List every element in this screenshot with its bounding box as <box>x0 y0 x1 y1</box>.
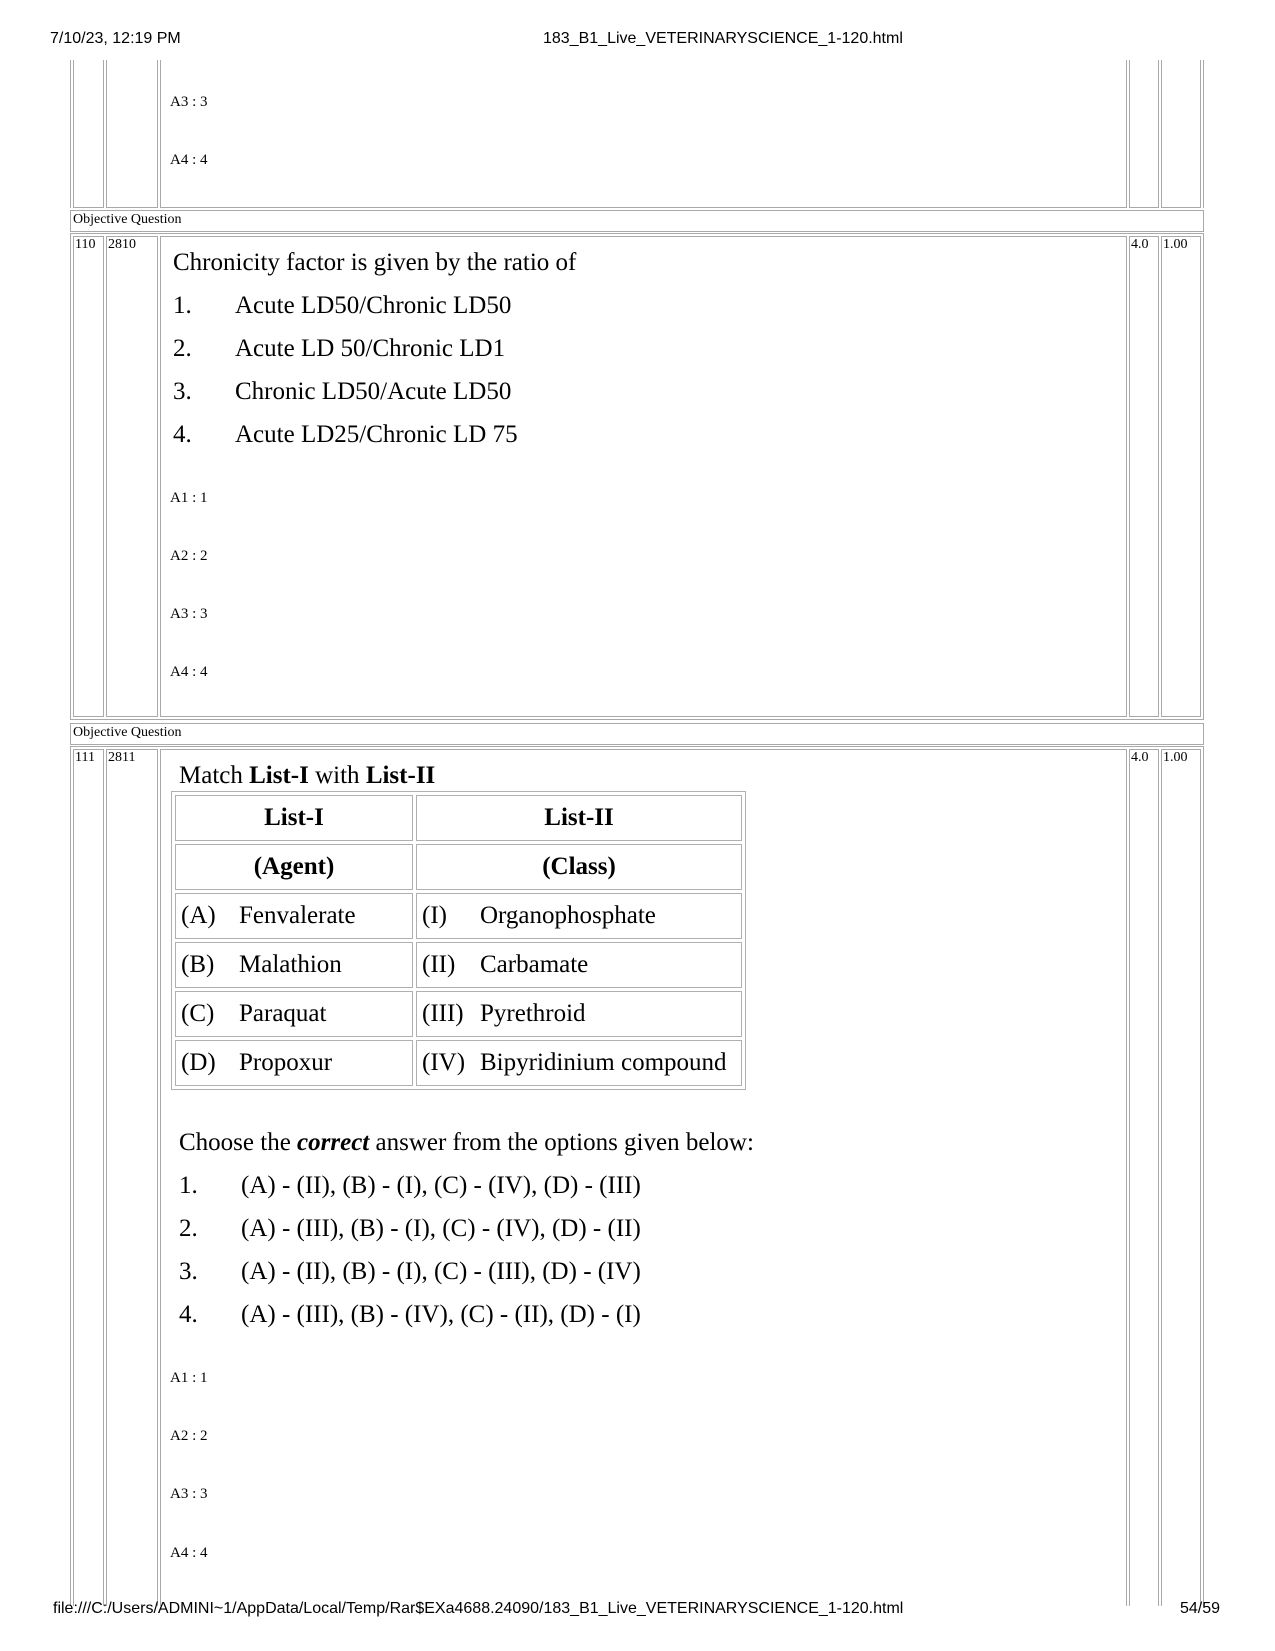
row-label: (I) <box>422 902 447 929</box>
prev-answer-3: A3 : 3 <box>170 94 208 110</box>
section-label: Objective Question <box>73 725 182 740</box>
table-header-row <box>175 795 742 841</box>
choose-pre: Choose the <box>179 1129 291 1156</box>
agent-name: Propoxur <box>239 1049 333 1076</box>
option-number: 1. <box>173 292 192 319</box>
with-word: with <box>315 762 360 789</box>
agent-name: Paraquat <box>239 1000 327 1027</box>
question-id: 2810 <box>108 237 136 252</box>
question-number: 110 <box>75 237 96 252</box>
marks-cell <box>1129 236 1159 717</box>
agent-header: (Agent) <box>175 844 413 890</box>
option-text: (A) - (III), (B) - (IV), (C) - (II), (D) - (I) <box>241 1301 641 1328</box>
question-id: 2811 <box>108 750 136 765</box>
row-label: (B) <box>181 951 215 978</box>
section-label: Objective Question <box>73 212 182 227</box>
row-label: (III) <box>422 1000 464 1027</box>
marks-cell <box>1129 749 1159 1606</box>
question-number-cell <box>73 236 104 717</box>
row-label: (II) <box>422 951 456 978</box>
match-word: Match <box>179 762 243 789</box>
option-number: 3. <box>173 378 192 405</box>
row-label: (D) <box>181 1049 216 1076</box>
section-label-row <box>70 210 1204 232</box>
print-datetime: 7/10/23, 12:19 PM <box>50 30 181 47</box>
class-name: Pyrethroid <box>480 1000 586 1027</box>
question-marks: 4.0 <box>1131 750 1149 765</box>
prev-answer-4: A4 : 4 <box>170 152 208 168</box>
question-number: 111 <box>75 750 95 765</box>
agent-name: Malathion <box>239 951 342 978</box>
negative-marks-cell <box>1161 749 1201 1606</box>
option-number: 1. <box>179 1172 198 1199</box>
agent-name: Fenvalerate <box>239 902 356 929</box>
option-text: (A) - (II), (B) - (I), (C) - (III), (D) - (IV) <box>241 1258 641 1285</box>
class-name: Carbamate <box>480 951 589 978</box>
print-file-path: file:///C:/Users/ADMINI~1/AppData/Local/Temp/Rar$EXa4688.24090/183_B1_Live_VETERINARYSCIENCE_1-120.html <box>53 1600 904 1617</box>
table-subheader-row <box>175 844 742 890</box>
choose-instruction <box>179 1129 754 1157</box>
match-table <box>171 791 746 1090</box>
answer-key-2: A2 : 2 <box>170 548 208 564</box>
list-2-header: List-II <box>416 795 742 841</box>
table-row <box>175 942 742 988</box>
class-name: Organophosphate <box>480 902 656 929</box>
question-marks: 4.0 <box>1131 237 1149 252</box>
option-text: (A) - (III), (B) - (I), (C) - (IV), (D) - (II) <box>241 1215 641 1242</box>
list-1-ref: List-I <box>249 762 309 789</box>
option-number: 2. <box>173 335 192 362</box>
row-label: (C) <box>181 1000 215 1027</box>
section-label-row <box>70 723 1204 745</box>
table-row <box>175 991 742 1037</box>
option-text: Acute LD50/Chronic LD50 <box>235 292 512 319</box>
row-label: (IV) <box>422 1049 466 1076</box>
option-text: Acute LD 50/Chronic LD1 <box>235 335 506 362</box>
answer-key-3: A3 : 3 <box>170 606 208 622</box>
print-page-indicator: 54/59 <box>1180 1600 1221 1617</box>
answer-key-3: A3 : 3 <box>170 1486 208 1502</box>
class-name: Bipyridinium compound <box>480 1049 727 1076</box>
class-header: (Class) <box>416 844 742 890</box>
option-number: 3. <box>179 1258 198 1285</box>
option-text: Acute LD25/Chronic LD 75 <box>235 421 518 448</box>
list-2-ref: List-II <box>365 762 436 789</box>
print-title: 183_B1_Live_VETERINARYSCIENCE_1-120.html <box>543 30 903 47</box>
question-negative-marks: 1.00 <box>1163 237 1188 252</box>
option-number: 2. <box>179 1215 198 1242</box>
answer-key-4: A4 : 4 <box>170 664 208 680</box>
answer-key-1: A1 : 1 <box>170 490 208 506</box>
list-1-header: List-I <box>175 795 413 841</box>
table-row <box>175 1040 742 1086</box>
answer-key-4: A4 : 4 <box>170 1545 208 1561</box>
choose-post: answer from the options given below: <box>375 1129 754 1156</box>
row-label: (A) <box>181 902 216 929</box>
answer-key-1: A1 : 1 <box>170 1370 208 1386</box>
option-text: (A) - (II), (B) - (I), (C) - (IV), (D) - (III) <box>241 1172 641 1199</box>
question-id-cell <box>106 236 158 717</box>
negative-marks-cell <box>1161 236 1201 717</box>
question-text: Chronicity factor is given by the ratio of <box>173 249 577 276</box>
question-id-cell <box>106 749 158 1606</box>
table-row <box>175 893 742 939</box>
option-number: 4. <box>173 421 192 448</box>
option-number: 4. <box>179 1301 198 1328</box>
choose-emphasis: correct <box>297 1129 370 1156</box>
match-instruction <box>179 762 435 790</box>
question-number-cell <box>73 749 104 1606</box>
question-negative-marks: 1.00 <box>1163 750 1188 765</box>
option-text: Chronic LD50/Acute LD50 <box>235 378 512 405</box>
answer-key-2: A2 : 2 <box>170 1428 208 1444</box>
